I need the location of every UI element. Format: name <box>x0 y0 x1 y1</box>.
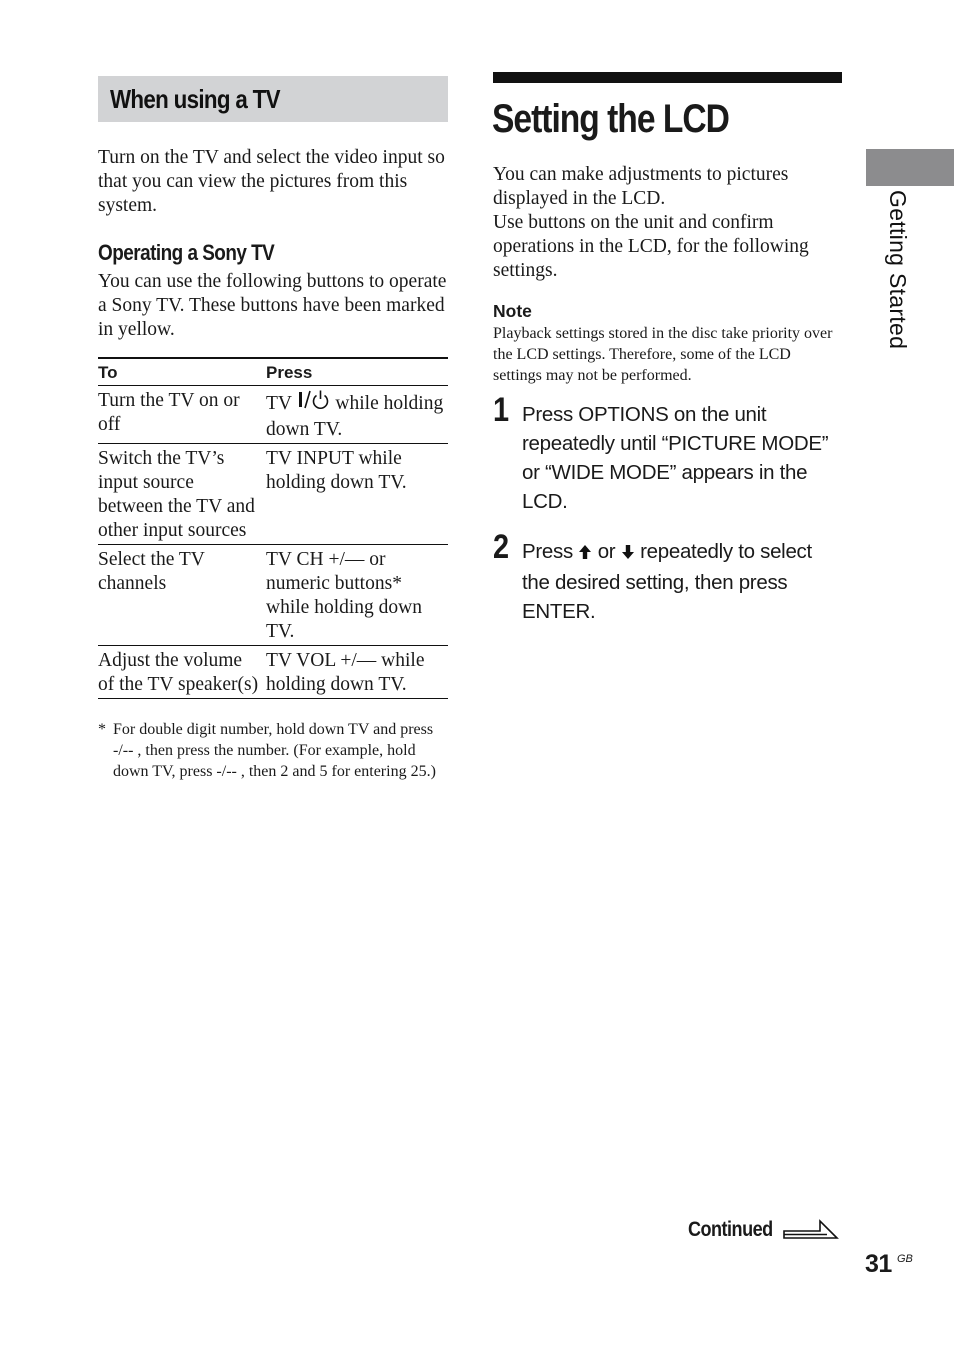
table-row <box>98 646 448 699</box>
step-number: 2 <box>493 528 510 566</box>
step-text: Press OPTIONS on the unit repeatedly until “PICTURE MODE” or “WIDE MODE” appears in the LCD. <box>522 403 829 513</box>
footnote-text: For double digit number, hold down TV and press -/-- , then press the number. (For example, hold down TV, press -/-- , then 2 and 5 for entering 25.) <box>113 721 436 780</box>
step-2 <box>493 528 843 626</box>
step2-text-b: repeatedly to select the desired setting, then press ENTER. <box>522 540 812 623</box>
section-title: When using a TV <box>110 83 280 114</box>
page-number: 31 <box>865 1250 892 1278</box>
tv-intro-paragraph: Turn on the TV and select the video input so that you can view the pictures from this system. <box>98 147 445 216</box>
page-title: Setting the LCD <box>492 97 729 141</box>
arrow-down-icon <box>621 539 635 568</box>
continued-indicator <box>688 1218 840 1242</box>
power-toggle-icon <box>297 389 331 418</box>
table-cell-press <box>266 386 448 444</box>
left-column <box>98 76 448 782</box>
arrow-up-icon <box>578 539 592 568</box>
side-tab-marker <box>866 149 954 186</box>
table-cell-to: Select the TV channels <box>98 545 266 646</box>
step-number: 1 <box>493 391 510 429</box>
section-header-bar <box>98 76 448 122</box>
footnote <box>98 719 448 782</box>
press-prefix: TV <box>266 393 297 414</box>
table-cell-press: TV VOL +/— while holding down TV. <box>266 650 425 695</box>
table-cell-to: Adjust the volume of the TV speaker(s) <box>98 650 259 695</box>
table-row <box>98 386 448 444</box>
lcd-intro-paragraph: You can make adjustments to pictures displayed in the LCD. <box>493 164 789 209</box>
note-label: Note <box>493 301 532 321</box>
step-text <box>522 537 843 626</box>
column-header-to: To <box>98 358 266 386</box>
continued-arrow-icon <box>782 1218 840 1242</box>
table-cell-to: Turn the TV on or off <box>98 386 266 444</box>
step2-text-a: Press <box>522 540 579 563</box>
lcd-intro-paragraph-2: Use buttons on the unit and confirm operations in the LCD, for the following settings. <box>493 212 809 281</box>
side-tab-label: Getting Started <box>885 190 911 350</box>
table-header-row <box>98 358 448 386</box>
table-row <box>98 444 448 545</box>
step-1 <box>493 391 843 516</box>
note-text: Playback settings stored in the disc take priority over the LCD settings. Therefore, some of the LCD settings may not be performed. <box>493 325 833 384</box>
continued-label: Continued <box>688 1218 773 1241</box>
sony-tv-intro-paragraph: You can use the following buttons to operate a Sony TV. These buttons have been marked in yellow. <box>98 271 447 340</box>
footnote-mark: * <box>98 721 106 738</box>
step2-text-or: or <box>592 540 621 563</box>
right-column <box>493 72 843 626</box>
page-number-suffix: GB <box>897 1253 913 1265</box>
press-suffix: while holding down TV. <box>266 393 444 440</box>
table-cell-press: TV INPUT while holding down TV. <box>266 444 448 545</box>
table-row <box>98 545 448 646</box>
title-rule <box>493 72 842 83</box>
table-cell-to: Switch the TV’s input source between the TV and other input sources <box>98 444 266 545</box>
table-cell-press: TV CH +/— or numeric buttons* while holding down TV. <box>266 545 448 646</box>
column-header-press: Press <box>266 358 448 386</box>
tv-buttons-table <box>98 357 448 699</box>
subheading-operating-sony-tv: Operating a Sony TV <box>98 240 275 265</box>
